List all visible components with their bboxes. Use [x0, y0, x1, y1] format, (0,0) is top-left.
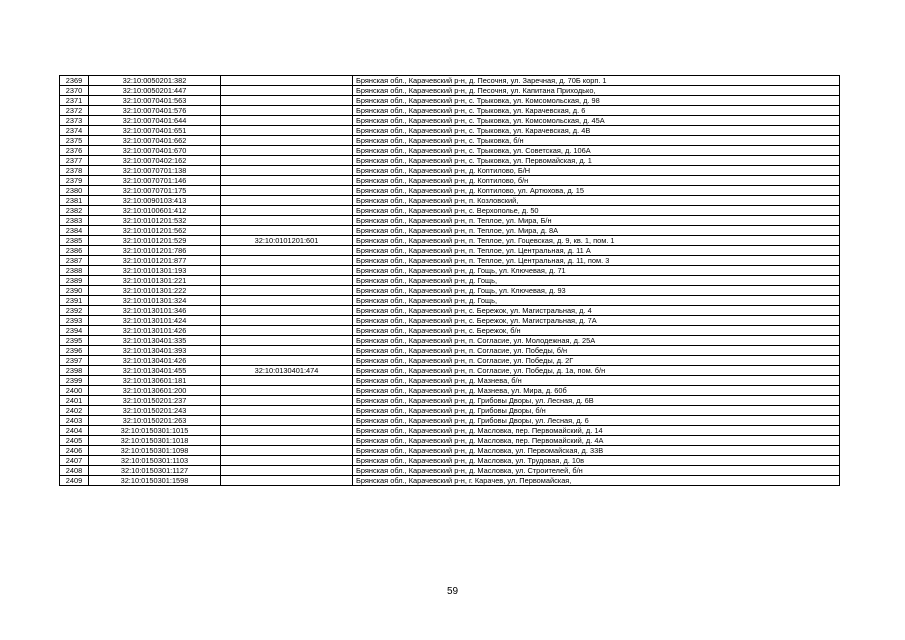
cadastral-number-cell: 32:10:0130601:181 [89, 376, 221, 386]
cadastral-number-cell: 32:10:0150201:243 [89, 406, 221, 416]
related-cadastral-number-cell [221, 336, 353, 346]
cadastral-number-cell: 32:10:0070401:563 [89, 96, 221, 106]
address-cell: Брянская обл., Карачевский р-н, д. Масловка, ул. Трудовая, д. 10в [353, 456, 840, 466]
address-cell: Брянская обл., Карачевский р-н, д. Коптилово, Б/Н [353, 166, 840, 176]
address-cell: Брянская обл., Карачевский р-н, г. Карачев, ул. Первомайская, [353, 476, 840, 486]
cadastral-number-cell: 32:10:0050201:447 [89, 86, 221, 96]
cadastral-number-cell: 32:10:0130401:455 [89, 366, 221, 376]
table-row [60, 426, 840, 436]
cadastral-number-cell: 32:10:0070701:146 [89, 176, 221, 186]
related-cadastral-number-cell [221, 286, 353, 296]
row-number-cell: 2380 [60, 186, 89, 196]
cadastral-number-cell: 32:10:0101301:221 [89, 276, 221, 286]
table-row [60, 166, 840, 176]
cadastral-number-cell: 32:10:0150201:237 [89, 396, 221, 406]
cadastral-number-cell: 32:10:0130401:393 [89, 346, 221, 356]
row-number-cell: 2396 [60, 346, 89, 356]
address-cell: Брянская обл., Карачевский р-н, д. Масловка, ул. Первомайская, д. 33В [353, 446, 840, 456]
address-cell: Брянская обл., Карачевский р-н, с. Трыковка, б/н [353, 136, 840, 146]
address-cell: Брянская обл., Карачевский р-н, д. Масловка, пер. Первомайский, д. 4А [353, 436, 840, 446]
table-row [60, 226, 840, 236]
table-row [60, 476, 840, 486]
related-cadastral-number-cell [221, 466, 353, 476]
address-cell: Брянская обл., Карачевский р-н, с. Трыковка, ул. Комсомольская, д. 45А [353, 116, 840, 126]
related-cadastral-number-cell: 32:10:0101201:601 [221, 236, 353, 246]
address-cell: Брянская обл., Карачевский р-н, п. Теплое, ул. Мира, д. 8А [353, 226, 840, 236]
row-number-cell: 2399 [60, 376, 89, 386]
address-cell: Брянская обл., Карачевский р-н, д. Гощь, ул. Ключевая, д. 93 [353, 286, 840, 296]
related-cadastral-number-cell [221, 216, 353, 226]
table-row [60, 76, 840, 86]
related-cadastral-number-cell [221, 296, 353, 306]
table-row [60, 156, 840, 166]
cadastral-number-cell: 32:10:0101301:324 [89, 296, 221, 306]
row-number-cell: 2378 [60, 166, 89, 176]
table-row [60, 106, 840, 116]
address-cell: Брянская обл., Карачевский р-н, п. Теплое, ул. Гоцевская, д. 9, кв. 1, пом. 1 [353, 236, 840, 246]
address-cell: Брянская обл., Карачевский р-н, п. Теплое, ул. Мира, Б/н [353, 216, 840, 226]
address-cell: Брянская обл., Карачевский р-н, с. Трыковка, ул. Советская, д. 106А [353, 146, 840, 156]
cadastral-number-cell: 32:10:0070401:576 [89, 106, 221, 116]
address-cell: Брянская обл., Карачевский р-н, д. Масловка, пер. Первомайский, д. 14 [353, 426, 840, 436]
address-cell: Брянская обл., Карачевский р-н, д. Грибовы Дворы, ул. Лесная, д. 6 [353, 416, 840, 426]
row-number-cell: 2392 [60, 306, 89, 316]
row-number-cell: 2374 [60, 126, 89, 136]
table-row [60, 406, 840, 416]
row-number-cell: 2383 [60, 216, 89, 226]
address-cell: Брянская обл., Карачевский р-н, д. Масловка, ул. Строителей, б/н [353, 466, 840, 476]
related-cadastral-number-cell [221, 126, 353, 136]
address-cell: Брянская обл., Карачевский р-н, п. Теплое, ул. Центральная, д. 11, пом. 3 [353, 256, 840, 266]
table-row [60, 266, 840, 276]
row-number-cell: 2404 [60, 426, 89, 436]
table-row [60, 376, 840, 386]
cadastral-number-cell: 32:10:0070402:162 [89, 156, 221, 166]
table-row [60, 436, 840, 446]
row-number-cell: 2370 [60, 86, 89, 96]
row-number-cell: 2386 [60, 246, 89, 256]
cadastral-number-cell: 32:10:0101201:562 [89, 226, 221, 236]
address-cell: Брянская обл., Карачевский р-н, с. Бережок, б/н [353, 326, 840, 336]
row-number-cell: 2373 [60, 116, 89, 126]
cadastral-number-cell: 32:10:0101301:222 [89, 286, 221, 296]
table-row [60, 446, 840, 456]
cadastral-number-cell: 32:10:0101301:193 [89, 266, 221, 276]
related-cadastral-number-cell [221, 266, 353, 276]
page-number: 59 [446, 586, 459, 597]
table-row [60, 356, 840, 366]
related-cadastral-number-cell [221, 426, 353, 436]
row-number-cell: 2398 [60, 366, 89, 376]
cadastral-number-cell: 32:10:0130101:424 [89, 316, 221, 326]
table-row [60, 466, 840, 476]
cadastral-number-cell: 32:10:0150301:1015 [89, 426, 221, 436]
related-cadastral-number-cell [221, 156, 353, 166]
address-cell: Брянская обл., Карачевский р-н, д. Коптилово, б/н [353, 176, 840, 186]
cadastral-number-cell: 32:10:0101201:532 [89, 216, 221, 226]
related-cadastral-number-cell [221, 136, 353, 146]
row-number-cell: 2405 [60, 436, 89, 446]
row-number-cell: 2394 [60, 326, 89, 336]
cadastral-number-cell: 32:10:0101201:529 [89, 236, 221, 246]
table-row [60, 256, 840, 266]
related-cadastral-number-cell [221, 166, 353, 176]
related-cadastral-number-cell [221, 96, 353, 106]
cadastral-number-cell: 32:10:0050201:382 [89, 76, 221, 86]
row-number-cell: 2395 [60, 336, 89, 346]
cadastral-number-cell: 32:10:0070701:175 [89, 186, 221, 196]
row-number-cell: 2376 [60, 146, 89, 156]
address-cell: Брянская обл., Карачевский р-н, с. Трыковка, ул. Карачевская, д. 4В [353, 126, 840, 136]
table-row [60, 416, 840, 426]
address-cell: Брянская обл., Карачевский р-н, д. Грибовы Дворы, б/н [353, 406, 840, 416]
table-row [60, 96, 840, 106]
address-cell: Брянская обл., Карачевский р-н, с. Верхополье, д. 50 [353, 206, 840, 216]
related-cadastral-number-cell [221, 476, 353, 486]
related-cadastral-number-cell [221, 106, 353, 116]
related-cadastral-number-cell [221, 356, 353, 366]
address-cell: Брянская обл., Карачевский р-н, с. Бережок, ул. Магистральная, д. 4 [353, 306, 840, 316]
row-number-cell: 2402 [60, 406, 89, 416]
row-number-cell: 2390 [60, 286, 89, 296]
row-number-cell: 2381 [60, 196, 89, 206]
related-cadastral-number-cell [221, 186, 353, 196]
related-cadastral-number-cell [221, 436, 353, 446]
cadastral-number-cell: 32:10:0150301:1127 [89, 466, 221, 476]
row-number-cell: 2382 [60, 206, 89, 216]
cadastral-number-cell: 32:10:0130401:426 [89, 356, 221, 366]
row-number-cell: 2372 [60, 106, 89, 116]
table-row [60, 386, 840, 396]
cadastral-number-cell: 32:10:0130401:335 [89, 336, 221, 346]
table-row [60, 456, 840, 466]
address-cell: Брянская обл., Карачевский р-н, д. Грибовы Дворы, ул. Лесная, д. 6В [353, 396, 840, 406]
row-number-cell: 2371 [60, 96, 89, 106]
related-cadastral-number-cell [221, 346, 353, 356]
related-cadastral-number-cell [221, 206, 353, 216]
row-number-cell: 2406 [60, 446, 89, 456]
cadastral-number-cell: 32:10:0100601:412 [89, 206, 221, 216]
related-cadastral-number-cell [221, 446, 353, 456]
table-row [60, 126, 840, 136]
address-cell: Брянская обл., Карачевский р-н, п. Согласие, ул. Победы, д. 1а, пом. б/н [353, 366, 840, 376]
cadastral-number-cell: 32:10:0101201:877 [89, 256, 221, 266]
related-cadastral-number-cell [221, 246, 353, 256]
address-cell: Брянская обл., Карачевский р-н, д. Мазнева, ул. Мира, д. 60б [353, 386, 840, 396]
address-cell: Брянская обл., Карачевский р-н, п. Козловский, [353, 196, 840, 206]
row-number-cell: 2389 [60, 276, 89, 286]
related-cadastral-number-cell [221, 116, 353, 126]
address-cell: Брянская обл., Карачевский р-н, д. Гощь, ул. Ключевая, д. 71 [353, 266, 840, 276]
related-cadastral-number-cell [221, 386, 353, 396]
row-number-cell: 2391 [60, 296, 89, 306]
table-row [60, 306, 840, 316]
cadastral-number-cell: 32:10:0101201:786 [89, 246, 221, 256]
cadastral-number-cell: 32:10:0070401:644 [89, 116, 221, 126]
address-cell: Брянская обл., Карачевский р-н, д. Гощь, [353, 276, 840, 286]
row-number-cell: 2397 [60, 356, 89, 366]
table-row [60, 326, 840, 336]
address-cell: Брянская обл., Карачевский р-н, д. Песочня, ул. Заречная, д. 70Б корп. 1 [353, 76, 840, 86]
cadastral-number-cell: 32:10:0070401:662 [89, 136, 221, 146]
cadastral-number-cell: 32:10:0150301:1018 [89, 436, 221, 446]
table-row [60, 86, 840, 96]
related-cadastral-number-cell [221, 196, 353, 206]
table-row [60, 186, 840, 196]
row-number-cell: 2403 [60, 416, 89, 426]
row-number-cell: 2388 [60, 266, 89, 276]
related-cadastral-number-cell [221, 396, 353, 406]
table-row [60, 296, 840, 306]
table-row [60, 206, 840, 216]
table-row [60, 336, 840, 346]
address-cell: Брянская обл., Карачевский р-н, д. Мазнева, б/н [353, 376, 840, 386]
row-number-cell: 2393 [60, 316, 89, 326]
cadastral-number-cell: 32:10:0150201:263 [89, 416, 221, 426]
table-row [60, 116, 840, 126]
row-number-cell: 2384 [60, 226, 89, 236]
address-cell: Брянская обл., Карачевский р-н, п. Согласие, ул. Победы, б/н [353, 346, 840, 356]
row-number-cell: 2409 [60, 476, 89, 486]
address-cell: Брянская обл., Карачевский р-н, п. Теплое, ул. Центральная, д. 11 А [353, 246, 840, 256]
table-body [60, 76, 840, 486]
cadastral-number-cell: 32:10:0150301:1098 [89, 446, 221, 456]
table-row [60, 216, 840, 226]
row-number-cell: 2369 [60, 76, 89, 86]
related-cadastral-number-cell [221, 76, 353, 86]
row-number-cell: 2400 [60, 386, 89, 396]
address-cell: Брянская обл., Карачевский р-н, с. Трыковка, ул. Карачевская, д. 6 [353, 106, 840, 116]
address-cell: Брянская обл., Карачевский р-н, д. Коптилово, ул. Артюхова, д. 15 [353, 186, 840, 196]
related-cadastral-number-cell [221, 176, 353, 186]
related-cadastral-number-cell [221, 456, 353, 466]
table-row [60, 176, 840, 186]
related-cadastral-number-cell [221, 256, 353, 266]
related-cadastral-number-cell [221, 376, 353, 386]
row-number-cell: 2379 [60, 176, 89, 186]
table-row [60, 246, 840, 256]
cadastral-number-cell: 32:10:0150301:1103 [89, 456, 221, 466]
related-cadastral-number-cell [221, 306, 353, 316]
row-number-cell: 2377 [60, 156, 89, 166]
table-row [60, 316, 840, 326]
row-number-cell: 2407 [60, 456, 89, 466]
address-cell: Брянская обл., Карачевский р-н, д. Песочня, ул. Капитана Приходько, [353, 86, 840, 96]
related-cadastral-number-cell [221, 326, 353, 336]
row-number-cell: 2375 [60, 136, 89, 146]
table-row [60, 236, 840, 246]
cadastral-number-cell: 32:10:0130101:426 [89, 326, 221, 336]
row-number-cell: 2387 [60, 256, 89, 266]
cadastral-number-cell: 32:10:0130101:346 [89, 306, 221, 316]
address-cell: Брянская обл., Карачевский р-н, д. Гощь, [353, 296, 840, 306]
table-row [60, 136, 840, 146]
table-row [60, 366, 840, 376]
table-row [60, 286, 840, 296]
related-cadastral-number-cell: 32:10:0130401:474 [221, 366, 353, 376]
address-cell: Брянская обл., Карачевский р-н, п. Согласие, ул. Победы, д. 2Г [353, 356, 840, 366]
related-cadastral-number-cell [221, 146, 353, 156]
table-row [60, 346, 840, 356]
related-cadastral-number-cell [221, 416, 353, 426]
related-cadastral-number-cell [221, 406, 353, 416]
row-number-cell: 2385 [60, 236, 89, 246]
related-cadastral-number-cell [221, 226, 353, 236]
table-row [60, 396, 840, 406]
row-number-cell: 2401 [60, 396, 89, 406]
row-number-cell: 2408 [60, 466, 89, 476]
table-row [60, 276, 840, 286]
cadastral-number-cell: 32:10:0130601:200 [89, 386, 221, 396]
table-row [60, 196, 840, 206]
address-cell: Брянская обл., Карачевский р-н, с. Бережок, ул. Магистральная, д. 7А [353, 316, 840, 326]
cadastral-number-cell: 32:10:0070401:651 [89, 126, 221, 136]
cadastral-number-cell: 32:10:0070401:670 [89, 146, 221, 156]
related-cadastral-number-cell [221, 276, 353, 286]
cadastral-number-cell: 32:10:0070701:138 [89, 166, 221, 176]
property-registry-table [59, 75, 840, 486]
cadastral-number-cell: 32:10:0150301:1598 [89, 476, 221, 486]
related-cadastral-number-cell [221, 86, 353, 96]
related-cadastral-number-cell [221, 316, 353, 326]
address-cell: Брянская обл., Карачевский р-н, п. Согласие, ул. Молодежная, д. 25А [353, 336, 840, 346]
table-row [60, 146, 840, 156]
cadastral-number-cell: 32:10:0090103:413 [89, 196, 221, 206]
address-cell: Брянская обл., Карачевский р-н, с. Трыковка, ул. Первомайская, д. 1 [353, 156, 840, 166]
address-cell: Брянская обл., Карачевский р-н, с. Трыковка, ул. Комсомольская, д. 98 [353, 96, 840, 106]
